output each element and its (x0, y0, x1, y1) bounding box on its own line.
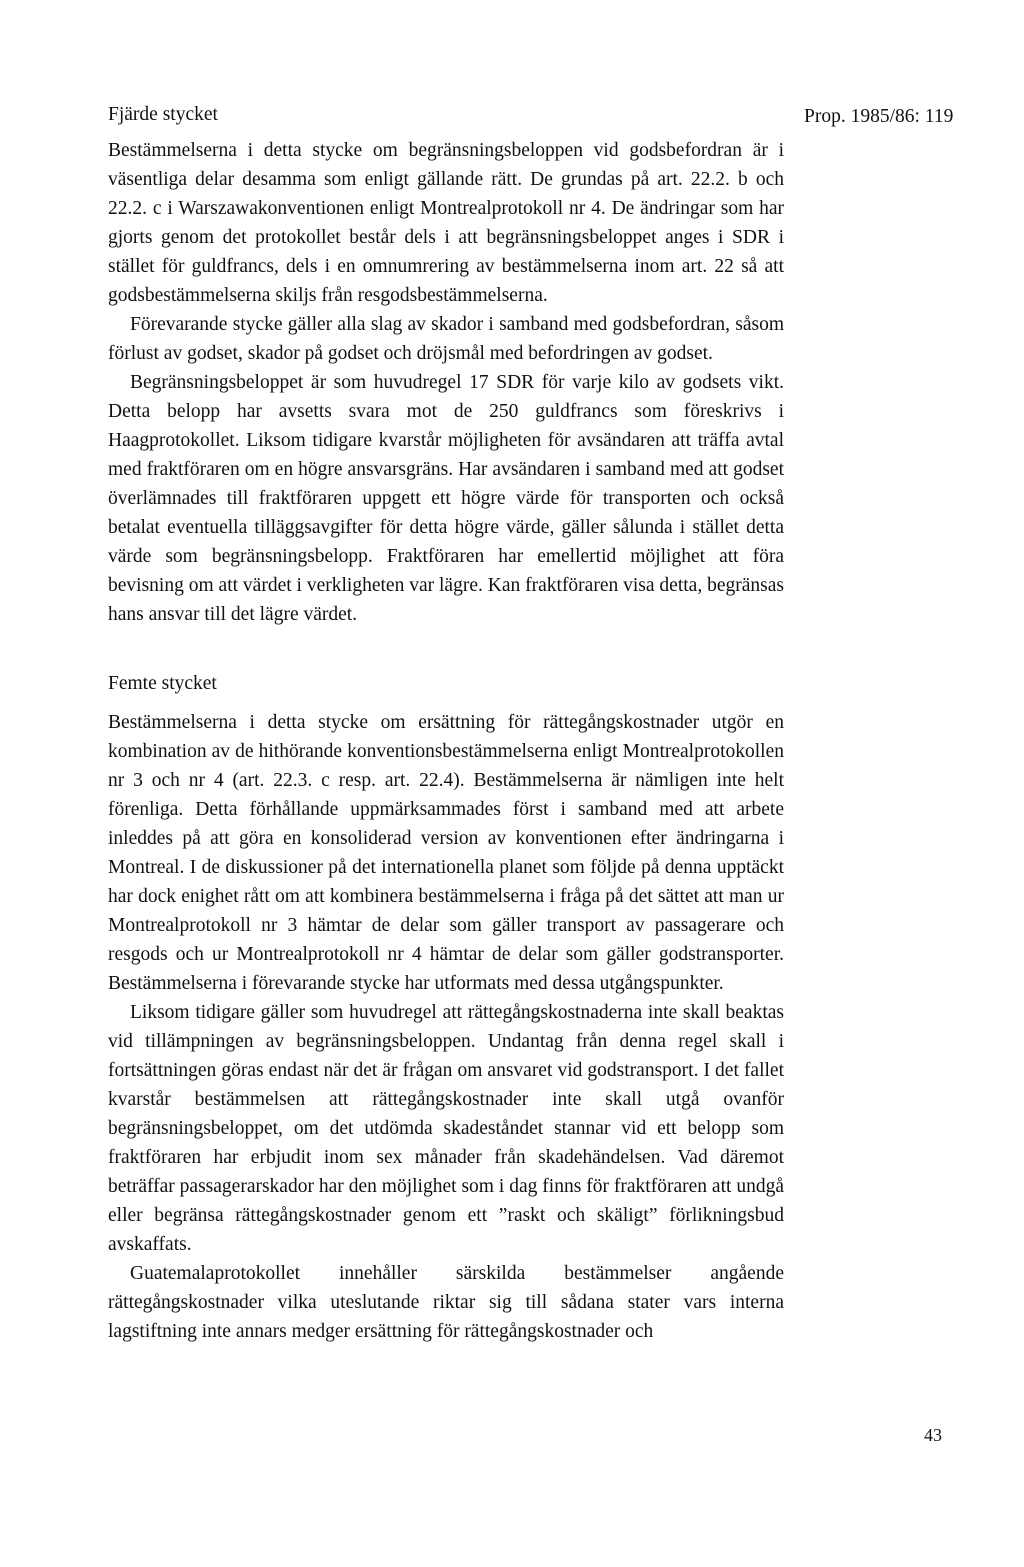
paragraph: Guatemalaprotokollet innehåller särskilda bestämmelser angående rättegångskostnader vilka uteslutande riktar sig till sådana stater vars interna lagstiftning inte annars medger ersättning för rättegångskostnader och (108, 1263, 784, 1342)
paragraph: Bestämmelserna i detta stycke om ersättning för rättegångskostnader utgör en kombination av de hithörande konventionsbestämmelserna enligt Montrealprotokollen nr 3 och nr 4 (art. 22.3. c resp. art. 22.4). Bestämmelserna är nämligen inte helt förenliga. Detta förhållande uppmärksammades först i samband med att arbete inleddes på att göra en konsoliderad version av konventionen efter ändringarna i Montreal. I de diskussioner på det internationella planet som följde på denna upptäckt har dock enighet rått om att kombinera bestämmelserna i fråga på det sättet att man ur Montrealprotokoll nr 3 hämtar de delar som gäller transport av passagerare och resgods och ur Montrealprotokoll nr 4 hämtar de delar som gäller godstransporter. Bestämmelserna i förevarande stycke har utformats med dessa utgångspunkter. (108, 712, 784, 994)
page-number: 43 (924, 1425, 942, 1445)
paragraph: Förevarande stycke gäller alla slag av skador i samband med godsbefordran, såsom förlust av godset, skador på godset och dröjsmål med befordringen av godset. (108, 314, 784, 364)
section-heading-femte-stycket: Femte stycket (108, 673, 217, 694)
section-heading-fjarde-stycket: Fjärde stycket (108, 104, 218, 125)
paragraph: Bestämmelserna i detta stycke om begränsningsbeloppen vid godsbefordran är i väsentliga delar desamma som enligt gällande rätt. De grundas på art. 22.2. b och 22.2. c i Warszawakonventionen enligt Montrealprotokoll nr 4. De ändringar som har gjorts genom det protokollet består dels i att begränsningsbeloppet anges i SDR i stället för guldfrancs, dels i en omnumrering av bestämmelserna inom art. 22 så att godsbestämmelserna skiljs från resgodsbestämmelserna. (108, 140, 784, 306)
running-head: Prop. 1985/86: 119 (804, 106, 954, 127)
paragraph: Liksom tidigare gäller som huvudregel att rättegångskostnaderna inte skall beaktas vid tillämpningen av begränsningsbeloppen. Undantag från denna regel skall i fortsättningen göras endast när det är frågan om ansvaret vid godstransport. I det fallet kvarstår bestämmelsen att rättegångskostnader inte skall utgå ovanför begränsningsbeloppet, om det utdömda skadeståndet stannar vid ett belopp som fraktföraren har erbjudit inom sex månader från skadehändelsen. Vad däremot beträffar passagerarskador har den möjlighet som i dag finns för fraktföraren att undgå eller begränsa rättegångskostnader genom ett ”raskt och skäligt” förlikningsbud avskaffats. (108, 1002, 784, 1255)
paragraph: Begränsningsbeloppet är som huvudregel 17 SDR för varje kilo av godsets vikt. Detta belopp har avsetts svara mot de 250 guldfrancs som föreskrivs i Haagprotokollet. Liksom tidigare kvarstår möjligheten för avsändaren att träffa avtal med fraktföraren om en högre ansvarsgräns. Har avsändaren i samband med att godset överlämnades till fraktföraren uppgett ett högre värde för transporten och också betalat eventuella tilläggsavgifter för detta högre värde, gäller sålunda i stället detta värde som begränsningsbelopp. Fraktföraren har emellertid möjlighet att föra bevisning om att värdet i verkligheten var lägre. Kan fraktföraren visa detta, begränsas hans ansvar till det lägre värdet. (108, 372, 784, 625)
text-column (108, 100, 784, 1346)
